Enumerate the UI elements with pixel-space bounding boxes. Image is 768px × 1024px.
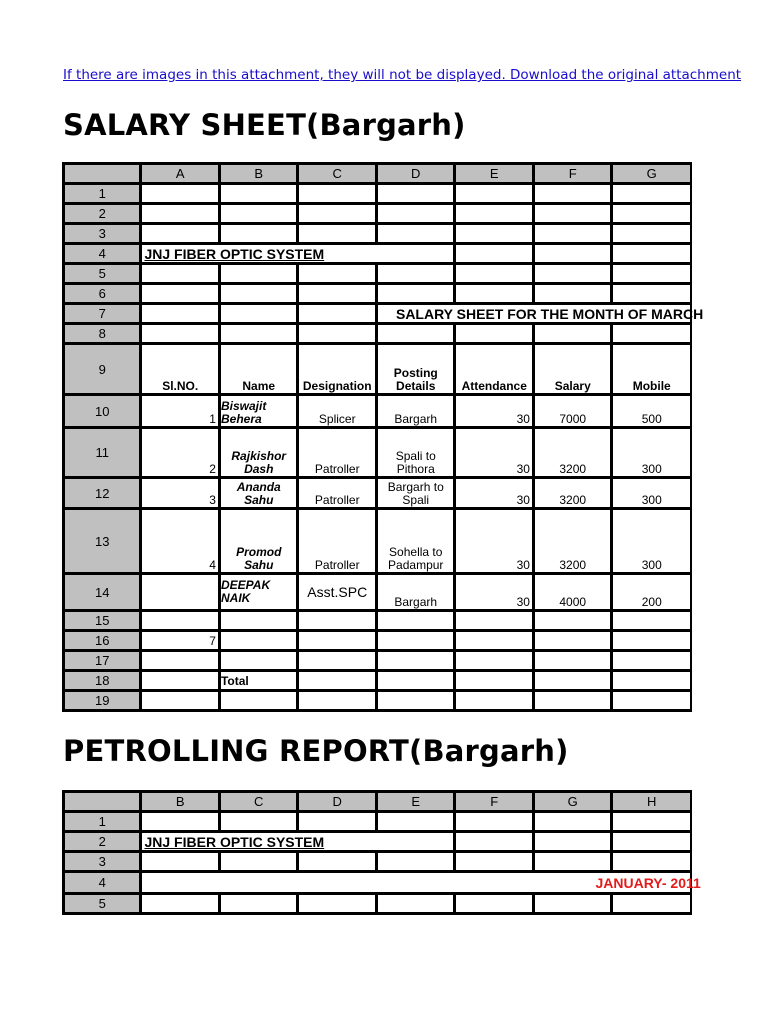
cell[interactable] (535, 185, 611, 202)
row-header[interactable]: 7 (65, 305, 139, 322)
corner-cell[interactable] (65, 165, 139, 182)
cell[interactable] (535, 285, 611, 302)
cell[interactable] (535, 325, 611, 342)
cell[interactable] (378, 225, 454, 242)
employee-mobile[interactable]: 300 (613, 479, 690, 507)
cell[interactable] (378, 265, 454, 282)
employee-mobile[interactable]: 300 (613, 429, 690, 476)
row-header[interactable]: 6 (65, 285, 139, 302)
cell[interactable] (221, 652, 297, 669)
petrolling-table (62, 790, 701, 915)
employee-salary[interactable]: 3200 (535, 429, 611, 476)
employee-posting[interactable]: Bargarh (378, 575, 454, 609)
column-header-f[interactable]: F (535, 165, 611, 182)
cell[interactable] (221, 813, 297, 830)
row-header[interactable]: 18 (65, 672, 139, 689)
cell[interactable] (299, 853, 375, 870)
header-salary[interactable]: Salary (535, 345, 611, 393)
row-header[interactable]: 4 (65, 245, 139, 262)
cell[interactable] (613, 185, 690, 202)
row-header[interactable]: 13 (65, 510, 139, 572)
employee-designation[interactable]: Splicer (299, 396, 375, 426)
month-label-cell[interactable]: JANUARY- 2011 (142, 873, 690, 892)
column-header-e[interactable]: E (378, 793, 454, 810)
cell[interactable] (378, 692, 454, 709)
cell[interactable] (535, 853, 611, 870)
employee-mobile[interactable]: 200 (613, 575, 690, 609)
cell[interactable] (299, 632, 375, 649)
row-header[interactable]: 14 (65, 575, 139, 609)
row-header[interactable]: 2 (65, 205, 139, 222)
cell[interactable] (221, 895, 297, 912)
cell[interactable] (221, 225, 297, 242)
employee-salary[interactable]: 4000 (535, 575, 611, 609)
row-header[interactable]: 16 (65, 632, 139, 649)
cell[interactable] (456, 672, 532, 689)
row-header[interactable]: 15 (65, 612, 139, 629)
employee-attendance[interactable]: 30 (456, 479, 532, 507)
employee-slno[interactable]: 4 (142, 510, 218, 572)
cell[interactable] (535, 895, 611, 912)
employee-designation[interactable]: Patroller (299, 429, 375, 476)
row-header[interactable]: 3 (65, 853, 139, 870)
column-header-c[interactable]: C (299, 165, 375, 182)
row-header[interactable]: 9 (65, 345, 139, 393)
cell[interactable] (221, 265, 297, 282)
row-header[interactable]: 5 (65, 895, 139, 912)
column-header-h[interactable]: H (613, 793, 690, 810)
cell[interactable] (299, 325, 375, 342)
cell[interactable] (535, 632, 611, 649)
cell[interactable] (299, 672, 375, 689)
petrolling-report-title: PETROLLING REPORT(Bargarh) (63, 734, 569, 768)
row-header[interactable]: 1 (65, 185, 139, 202)
employee-attendance[interactable]: 30 (456, 575, 532, 609)
cell[interactable] (299, 895, 375, 912)
cell[interactable] (613, 692, 690, 709)
cell[interactable] (221, 692, 297, 709)
cell[interactable] (142, 265, 218, 282)
cell[interactable] (378, 612, 454, 629)
cell[interactable] (378, 652, 454, 669)
row-header[interactable]: 4 (65, 873, 139, 892)
employee-posting[interactable]: Bargarh (378, 396, 454, 426)
cell[interactable] (535, 265, 611, 282)
employee-slno[interactable] (142, 575, 218, 609)
cell[interactable] (299, 612, 375, 629)
cell[interactable] (378, 672, 454, 689)
row-header[interactable]: 5 (65, 265, 139, 282)
cell[interactable] (456, 225, 532, 242)
row-header[interactable]: 11 (65, 429, 139, 476)
employee-designation[interactable]: Asst.SPC (299, 575, 375, 609)
cell[interactable] (456, 692, 532, 709)
total-label-cell[interactable]: Total (221, 672, 297, 689)
cell[interactable] (299, 285, 375, 302)
cell[interactable] (535, 672, 611, 689)
cell[interactable] (221, 205, 297, 222)
employee-salary[interactable]: 3200 (535, 510, 611, 572)
employee-posting[interactable]: Spali to Pithora (378, 429, 454, 476)
cell[interactable] (299, 813, 375, 830)
column-header-f[interactable]: F (456, 793, 532, 810)
employee-designation[interactable]: Patroller (299, 479, 375, 507)
cell[interactable] (299, 305, 375, 322)
cell[interactable] (456, 185, 532, 202)
employee-name[interactable]: Rajkishor Dash (221, 429, 297, 476)
employee-posting[interactable]: Bargarh to Spali (378, 479, 454, 507)
cell[interactable] (299, 185, 375, 202)
cell[interactable] (221, 305, 297, 322)
employee-name[interactable]: Promod Sahu (221, 510, 297, 572)
employee-mobile[interactable]: 500 (613, 396, 690, 426)
cell[interactable] (456, 813, 532, 830)
cell[interactable] (613, 672, 690, 689)
cell[interactable] (535, 612, 611, 629)
cell[interactable] (221, 285, 297, 302)
cell[interactable] (456, 265, 532, 282)
employee-slno[interactable]: 3 (142, 479, 218, 507)
cell[interactable] (142, 652, 218, 669)
header-mobile[interactable]: Mobile (613, 345, 690, 393)
cell[interactable] (535, 225, 611, 242)
petrolling-report-grid (62, 790, 701, 915)
header-posting-details[interactable]: Posting Details (378, 345, 454, 393)
employee-name[interactable]: Biswajit Behera (221, 396, 297, 426)
row-header[interactable]: 12 (65, 479, 139, 507)
cell[interactable] (378, 325, 454, 342)
cell[interactable] (142, 672, 218, 689)
cell[interactable] (142, 895, 218, 912)
cell[interactable] (535, 813, 611, 830)
cell[interactable] (142, 325, 218, 342)
employee-attendance[interactable]: 30 (456, 510, 532, 572)
cell[interactable] (378, 813, 454, 830)
salary-sheet-grid (62, 162, 704, 712)
header-slno[interactable]: Sl.NO. (142, 345, 218, 393)
cell[interactable] (221, 612, 297, 629)
cell[interactable] (456, 325, 532, 342)
column-header-b[interactable]: B (142, 793, 218, 810)
cell[interactable] (299, 205, 375, 222)
cell[interactable] (535, 692, 611, 709)
employee-salary[interactable]: 7000 (535, 396, 611, 426)
employee-designation[interactable]: Patroller (299, 510, 375, 572)
cell[interactable] (142, 853, 218, 870)
cell[interactable] (613, 853, 690, 870)
cell[interactable] (221, 185, 297, 202)
cell[interactable] (142, 305, 218, 322)
column-header-a[interactable]: A (142, 165, 218, 182)
cell[interactable] (456, 652, 532, 669)
employee-name[interactable]: DEEPAK NAIK (221, 575, 297, 609)
column-header-c[interactable]: C (221, 793, 297, 810)
cell[interactable] (142, 813, 218, 830)
row-header[interactable]: 19 (65, 692, 139, 709)
column-header-d[interactable]: D (378, 165, 454, 182)
cell[interactable] (221, 853, 297, 870)
cell[interactable] (378, 632, 454, 649)
row-header[interactable]: 17 (65, 652, 139, 669)
column-header-b[interactable]: B (221, 165, 297, 182)
cell[interactable] (378, 895, 454, 912)
header-attendance[interactable]: Attendance (456, 345, 532, 393)
cell[interactable] (221, 632, 297, 649)
row-header[interactable]: 2 (65, 833, 139, 850)
cell[interactable] (613, 205, 690, 222)
employee-posting[interactable]: Sohella to Padampur (378, 510, 454, 572)
row-header[interactable]: 8 (65, 325, 139, 342)
cell[interactable] (142, 225, 218, 242)
salary-sheet-title: SALARY SHEET(Bargarh) (63, 108, 466, 142)
cell[interactable] (456, 245, 532, 262)
cell[interactable] (456, 285, 532, 302)
company-name-cell[interactable]: JNJ FIBER OPTIC SYSTEM (142, 245, 453, 262)
cell[interactable] (456, 205, 532, 222)
cell[interactable] (378, 853, 454, 870)
employee-attendance[interactable]: 30 (456, 429, 532, 476)
row-header[interactable]: 10 (65, 396, 139, 426)
column-header-d[interactable]: D (299, 793, 375, 810)
employee-name[interactable]: Ananda Sahu (221, 479, 297, 507)
column-header-g[interactable]: G (535, 793, 611, 810)
cell[interactable] (221, 325, 297, 342)
attachment-notice-link[interactable]: If there are images in this attachment, they will not be displayed. Download the original attachment (63, 67, 742, 83)
cell[interactable] (378, 285, 454, 302)
column-header-g[interactable]: G (613, 165, 690, 182)
cell[interactable] (535, 652, 611, 669)
cell[interactable] (456, 853, 532, 870)
employee-slno[interactable]: 1 (142, 396, 218, 426)
row-header[interactable]: 1 (65, 813, 139, 830)
cell[interactable] (613, 225, 690, 242)
cell[interactable] (299, 225, 375, 242)
salary-table (62, 162, 704, 712)
cell[interactable] (613, 632, 690, 649)
cell[interactable] (535, 205, 611, 222)
cell[interactable] (142, 285, 218, 302)
cell[interactable] (142, 185, 218, 202)
cell[interactable] (613, 245, 690, 262)
cell[interactable] (142, 692, 218, 709)
employee-salary[interactable]: 3200 (535, 479, 611, 507)
cell[interactable] (613, 833, 690, 850)
employee-mobile[interactable]: 300 (613, 510, 690, 572)
cell[interactable] (456, 632, 532, 649)
cell[interactable] (613, 895, 690, 912)
salary-month-heading-cell[interactable]: SALARY SHEET FOR THE MONTH OF MARCH (378, 305, 690, 322)
header-name[interactable]: Name (221, 345, 297, 393)
employee-slno[interactable]: 2 (142, 429, 218, 476)
cell[interactable] (299, 692, 375, 709)
corner-cell[interactable] (65, 793, 139, 810)
count-cell[interactable]: 7 (142, 632, 218, 649)
cell[interactable] (456, 895, 532, 912)
cell[interactable] (456, 612, 532, 629)
row-header[interactable]: 3 (65, 225, 139, 242)
cell[interactable] (378, 185, 454, 202)
cell[interactable] (535, 833, 611, 850)
cell[interactable] (613, 612, 690, 629)
cell[interactable] (613, 813, 690, 830)
cell[interactable] (299, 265, 375, 282)
cell[interactable] (613, 265, 690, 282)
cell[interactable] (535, 245, 611, 262)
cell[interactable] (456, 833, 532, 850)
cell[interactable] (613, 652, 690, 669)
cell[interactable] (613, 285, 690, 302)
cell[interactable] (378, 205, 454, 222)
header-designation[interactable]: Designation (299, 345, 375, 393)
cell[interactable] (142, 612, 218, 629)
cell[interactable] (613, 325, 690, 342)
cell[interactable] (142, 205, 218, 222)
cell[interactable] (299, 652, 375, 669)
column-header-e[interactable]: E (456, 165, 532, 182)
employee-attendance[interactable]: 30 (456, 396, 532, 426)
company-name-cell[interactable]: JNJ FIBER OPTIC SYSTEM (142, 833, 453, 850)
